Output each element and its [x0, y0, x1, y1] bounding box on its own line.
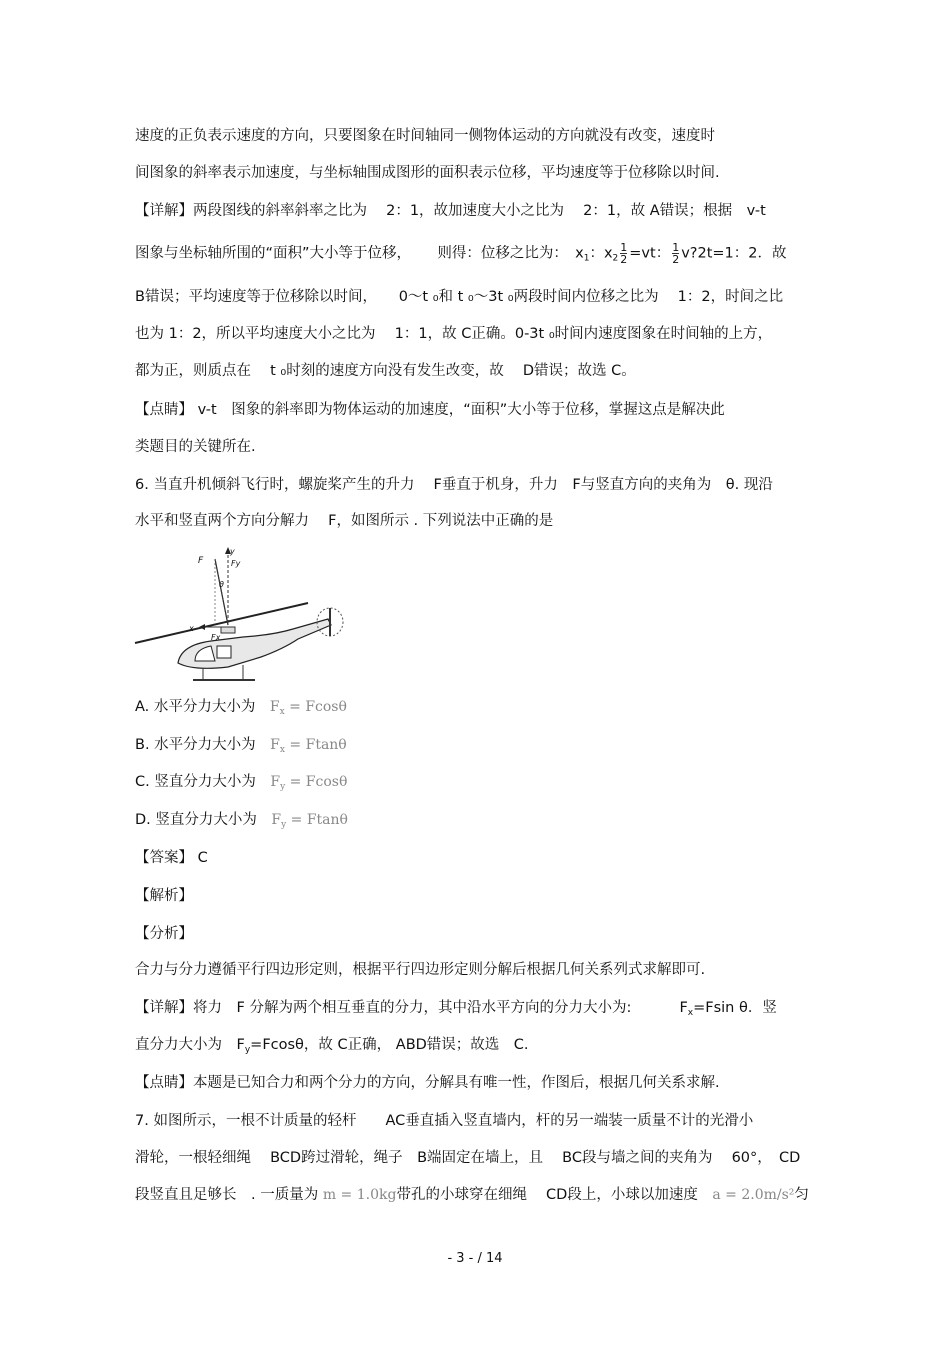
section-jiexi: 【解析】 — [135, 888, 193, 904]
formula-acceleration: a = 2.0m/s² — [712, 1187, 795, 1203]
text-line: 【详解】将力 F 分解为两个相互垂直的分力，其中沿水平方向的分力大小为: $F_x=Fsin$ θ．竖 — [135, 1000, 777, 1018]
formula-D: $F_y = Ftan\theta$ — [271, 812, 348, 830]
label-Fy: Fy — [231, 559, 241, 568]
question-7-stem: 7. 如图所示，一根不计质量的轻杆 AC垂直插入竖直墙内，杆的另一端装一质量不计的光滑小 — [135, 1113, 754, 1129]
page-number: - 3 - / 14 — [447, 1251, 503, 1266]
formula-mass: m = 1.0kg — [322, 1187, 397, 1203]
option-D: D. 竖直分力大小为 $F_y = Ftan\theta$ — [135, 812, 348, 830]
label-y: y — [230, 547, 235, 556]
question-6-stem: 6. 当直升机倾斜飞行时，螺旋桨产生的升力 F垂直于机身，升力 F与竖直方向的夹角为 θ. 现沿 — [135, 477, 773, 493]
text-line: 速度的正负表示速度的方向，只要图象在时间轴同一侧物体运动的方向就没有改变，速度时 — [135, 128, 715, 144]
question-7-stem: 段竖直且足够长 . 一质量为 m = 1.0kg带孔的小球穿在细绳 CD段上，小球以加速度 a = 2.0m/s²匀 — [135, 1187, 809, 1203]
text-line: 合力与分力遵循平行四边形定则，根据平行四边形定则分解后根据几何关系列式求解即可. — [135, 962, 706, 978]
text-line: 也为 1：2，所以平均速度大小之比为 1：1，故 C正确。0-3t ₀时间内速度图象在时间轴的上方， — [135, 326, 773, 342]
formula-A: $F_x = Fcos\theta$ — [269, 699, 347, 717]
helicopter-force-diagram — [133, 545, 358, 693]
option-C: C. 竖直分力大小为 $F_y = Fcos\theta$ — [135, 774, 348, 792]
text-line: 都为正，则质点在 t ₀时刻的速度方向没有发生改变，故 D错误；故选 C。 — [135, 363, 636, 379]
text-line: 类题目的关键所在. — [135, 439, 256, 455]
section-fenxi: 【分析】 — [135, 926, 193, 942]
label-F: F — [198, 556, 204, 566]
text-line: 间图象的斜率表示加速度，与坐标轴围成图形的面积表示位移，平均速度等于位移除以时间. — [135, 165, 720, 181]
option-B: B. 水平分力大小为 $F_x = Ftan\theta$ — [135, 737, 347, 755]
text-line-with-formula: 图象与坐标轴所围的“面积”大小等于位移， 则得：位移之比为： $x_1$：$x_2$ $\frac{1}{2}$ =vt： $\frac{1}{2}$ v?2t=1：2．故 — [135, 241, 787, 266]
answer: 【答案】 C — [135, 850, 208, 866]
text-line: 【详解】两段图线的斜率斜率之比为 2：1，故加速度大小之比为 2：1，故 A错误；根据 v-t — [135, 203, 766, 219]
text-line: 【点睛】 v-t 图象的斜率即为物体运动的加速度，“面积”大小等于位移，掌握这点是解决此 — [135, 402, 725, 418]
label-x: x — [189, 624, 194, 633]
fraction-half: $\frac{1}{2}$ — [672, 241, 680, 266]
text-line: B错误；平均速度等于位移除以时间， 0～t ₀和 t ₀～3t ₀两段时间内位移之比为 1：2，时间之比 — [135, 289, 784, 305]
question-7-stem: 滑轮，一根轻细绳 BCD跨过滑轮，绳子 B端固定在墙上，且 BC段与墙之间的夹角为 60°， CD — [135, 1150, 801, 1166]
label-theta: θ — [219, 580, 224, 589]
formula-B: $F_x = Ftan\theta$ — [270, 737, 347, 755]
formula-C: $F_y = Fcos\theta$ — [270, 774, 348, 792]
fraction-half: $\frac{1}{2}$ — [620, 241, 628, 266]
text-line: 直分力大小为 $F_y=Fcos\theta$，故 C正确， ABD错误；故选 C. — [135, 1037, 529, 1055]
text-line: 【点睛】本题是已知合力和两个分力的方向，分解具有唯一性，作图后，根据几何关系求解. — [135, 1075, 720, 1091]
option-A: A. 水平分力大小为 $F_x = Fcos\theta$ — [135, 699, 347, 717]
label-Fx: Fx — [211, 633, 221, 642]
question-6-stem: 水平和竖直两个方向分解力 F，如图所示 . 下列说法中正确的是 — [135, 513, 554, 529]
